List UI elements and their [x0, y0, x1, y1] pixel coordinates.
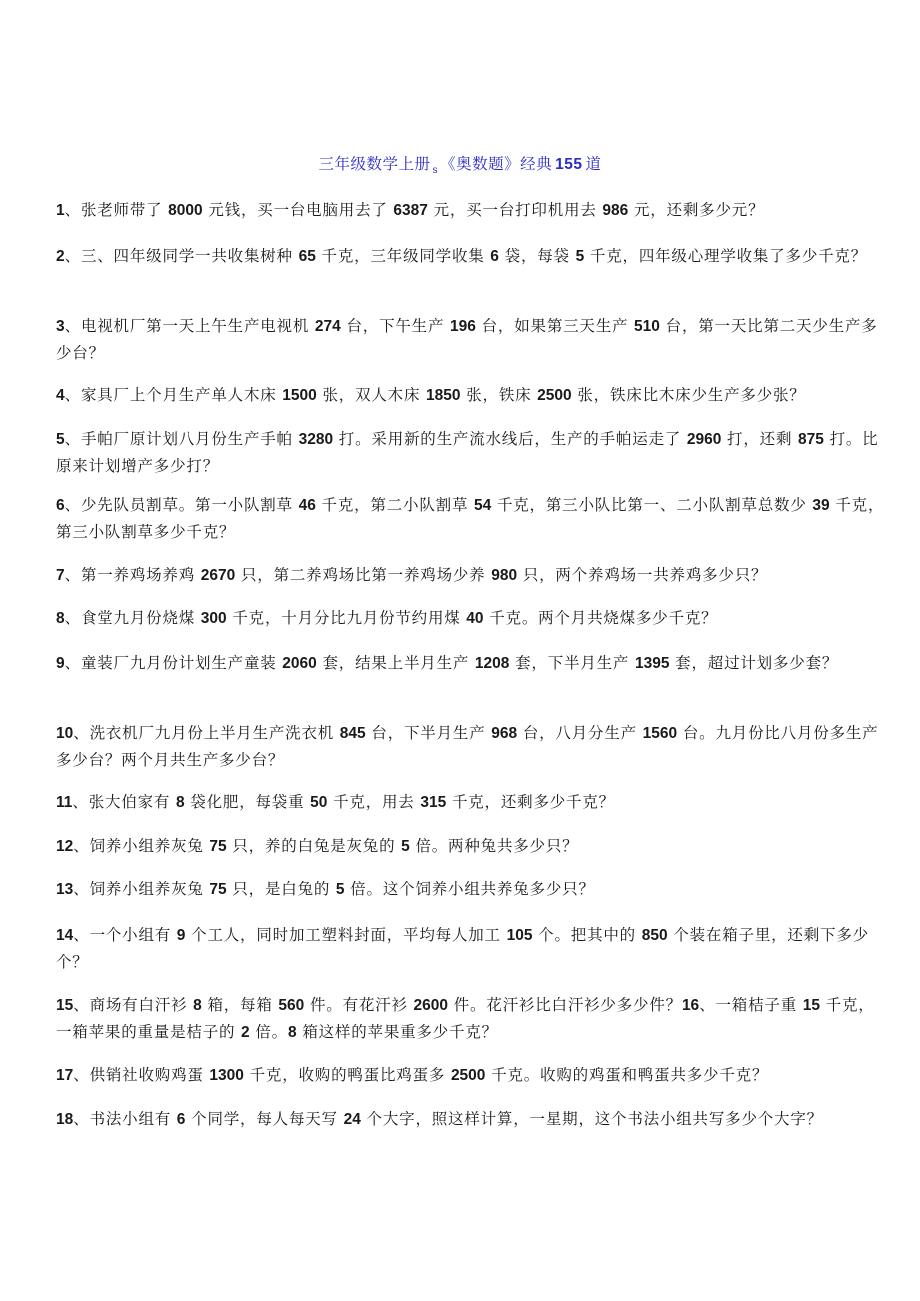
question-separator: 、	[73, 880, 90, 898]
question-number: 3	[56, 318, 65, 335]
question-number: 7	[56, 567, 65, 584]
question-number-value: 54	[473, 497, 492, 514]
question-number: 6	[56, 497, 65, 514]
question-number-value: 196	[450, 318, 476, 335]
question-number: 1	[56, 202, 65, 219]
question-text: 台，下半月生产	[365, 724, 492, 742]
question-item	[56, 492, 886, 545]
question-number: 9	[56, 655, 65, 672]
question-number-value: 510	[634, 318, 660, 335]
question-number-value: 2060	[282, 655, 317, 672]
question-text: 千克。两个月共烧煤多少千克？	[483, 609, 718, 627]
question-text: 第一养鸡场养鸡	[80, 566, 201, 584]
question-separator: 、	[64, 247, 81, 265]
question-item	[56, 789, 886, 816]
question-text: 套，结果上半月生产	[316, 654, 475, 672]
question-number-value: 50	[310, 794, 328, 811]
question-text: 、一箱桔子重	[699, 996, 803, 1014]
question-number-value: 8	[175, 794, 185, 811]
question-text: 洗衣机厂九月份上半月生产洗衣机	[89, 724, 340, 742]
question-number-value: 8	[287, 1024, 297, 1041]
question-number: 12	[56, 838, 74, 855]
question-number-value: 2500	[450, 1067, 486, 1084]
question-item	[56, 833, 886, 860]
question-text: 饲养小组养灰兔	[89, 880, 210, 898]
question-item	[56, 605, 886, 632]
question-number-value: 968	[491, 725, 518, 742]
question-number-value: 6387	[393, 202, 428, 219]
question-text: 袋化肥，每袋重	[184, 793, 311, 811]
question-number-value: 8000	[168, 202, 203, 219]
question-text: 张大伯家有	[88, 793, 176, 811]
question-item	[56, 876, 886, 903]
question-text: 个同学，每人每天写	[185, 1110, 344, 1128]
question-number: 18	[56, 1111, 74, 1128]
question-text: 一个小组有	[89, 926, 177, 944]
question-number: 17	[56, 1067, 74, 1084]
question-text: 箱这样的苹果重多少千克？	[296, 1023, 498, 1041]
question-text: 台。九月份比八月份多生产多少台？两个月共生产多少台？	[56, 724, 879, 769]
question-number-value: 315	[420, 794, 447, 811]
question-text: 饲养小组养灰兔	[89, 837, 210, 855]
question-text: 倍。两种兔共多少只？	[409, 837, 579, 855]
question-text: 个大字，照这样计算，一星期，这个书法小组共写多少个大字？	[360, 1110, 823, 1128]
question-text: 只，养的白兔是灰兔的	[226, 837, 402, 855]
question-text: 千克，第三小队比第一、二小队割草总数少	[491, 496, 813, 514]
question-number: 8	[56, 610, 65, 627]
question-text: 千克，用去	[327, 793, 421, 811]
question-text: 张老师带了	[80, 201, 169, 219]
question-number-value: 24	[343, 1111, 361, 1128]
question-text: 台，如果第三天生产	[475, 317, 635, 335]
question-separator: 、	[73, 837, 90, 855]
question-item	[56, 650, 886, 677]
question-separator: 、	[64, 386, 81, 404]
question-number: 10	[56, 725, 74, 742]
question-text: 千克，四年级心理学收集了多少千克？	[584, 247, 868, 265]
title-suffix: 道	[585, 155, 602, 173]
question-number-value: 6	[490, 248, 499, 265]
question-number-value: 274	[314, 318, 341, 335]
question-text: 童装厂九月份计划生产童装	[80, 654, 283, 672]
question-text: 张，铁床比木床少生产多少张？	[571, 386, 806, 404]
question-number-value: 5	[575, 248, 585, 265]
question-text: 张，双人木床	[316, 386, 427, 404]
question-text: 套，下半月生产	[509, 654, 635, 672]
question-text: 只，是白兔的	[226, 880, 336, 898]
question-item	[56, 313, 886, 366]
question-number-value: 75	[209, 838, 227, 855]
question-item	[56, 426, 886, 479]
question-separator: 、	[64, 317, 81, 335]
question-text: 台，第一天比第二天少生产多少台？	[56, 317, 878, 362]
question-number-value: 850	[641, 927, 668, 944]
question-text: 个装在箱子里，还剩下多少个？	[56, 926, 869, 971]
question-number-value: 5	[401, 838, 410, 855]
question-separator: 、	[64, 201, 81, 219]
question-separator: 、	[73, 1066, 90, 1084]
question-text: 元，还剩多少元？	[628, 201, 765, 219]
question-text: 商场有白汗衫	[89, 996, 194, 1014]
title-sep: s	[432, 165, 439, 176]
question-number-value: 39	[812, 497, 830, 514]
question-text: 书法小组有	[89, 1110, 177, 1128]
question-number-value: 980	[491, 567, 518, 584]
question-number: 2	[56, 248, 65, 265]
question-number-value: 75	[209, 881, 227, 898]
question-number-value: 2600	[413, 997, 448, 1014]
title-count: 155	[555, 156, 583, 173]
question-text: 张，铁床	[460, 386, 538, 404]
question-text: 件。花汗衫比白汗衫少多少件？	[448, 996, 682, 1014]
question-separator: 、	[64, 609, 81, 627]
question-text: 只，第二养鸡场比第一养鸡场少养	[235, 566, 492, 584]
question-text: 千克，第三小队割草多少千克？	[56, 496, 885, 541]
question-text: 千克，十月分比九月份节约用煤	[226, 609, 467, 627]
question-number-value: 1395	[634, 655, 670, 672]
question-separator: 、	[72, 793, 89, 811]
question-number-value: 875	[797, 431, 824, 448]
question-item	[56, 992, 886, 1046]
question-text: 打，还剩	[721, 430, 798, 448]
question-separator: 、	[73, 1110, 90, 1128]
question-text: 只，两个养鸡场一共养鸡多少只？	[517, 566, 768, 584]
question-text: 千克，一箱苹果的重量是桔子的	[56, 996, 875, 1041]
question-number-value: 105	[506, 927, 533, 944]
question-text: 食堂九月份烧煤	[80, 609, 201, 627]
question-item	[56, 382, 886, 409]
question-number-value: 1300	[209, 1067, 244, 1084]
question-separator: 、	[64, 654, 81, 672]
question-text: 倍。这个饲养小组共养兔多少只？	[344, 880, 595, 898]
question-separator: 、	[73, 996, 90, 1014]
question-number: 14	[56, 927, 74, 944]
question-text: 千克。收购的鸡蛋和鸭蛋共多少千克？	[485, 1066, 769, 1084]
question-number-value: 560	[278, 997, 305, 1014]
question-item	[56, 720, 886, 773]
question-number: 15	[56, 997, 74, 1014]
question-number-value: 845	[339, 725, 366, 742]
question-number-value: 1560	[642, 725, 678, 742]
question-text: 元，买一台打印机用去	[427, 201, 603, 219]
question-item	[56, 1062, 886, 1089]
question-number-value: 15	[802, 997, 820, 1014]
question-number-value: 986	[602, 202, 629, 219]
question-text: 打。比原来计划增产多少打？	[56, 430, 879, 475]
question-text: 少先队员割草。第一小队割草	[80, 496, 299, 514]
question-number-value: 46	[298, 497, 316, 514]
question-number-value: 2	[241, 1024, 250, 1041]
question-number-value: 1850	[426, 387, 461, 404]
question-number-value: 40	[466, 610, 484, 627]
question-text: 件。有花汗衫	[304, 996, 414, 1014]
question-number-value: 2960	[686, 431, 722, 448]
title-middle: 《奥数题》经典	[440, 155, 553, 173]
question-text: 千克，三年级同学收集	[315, 247, 491, 265]
question-text: 箱，每箱	[201, 996, 279, 1014]
question-number: 4	[56, 387, 65, 404]
question-text: 千克，还剩多少千克？	[446, 793, 615, 811]
question-item	[56, 197, 886, 224]
question-separator: 、	[73, 724, 90, 742]
question-separator: 、	[73, 926, 90, 944]
question-number-value: 9	[176, 927, 186, 944]
question-number-value: 5	[335, 881, 345, 898]
question-text: 台，下午生产	[340, 317, 451, 335]
question-text: 千克，第二小队割草	[315, 496, 474, 514]
question-text: 三、四年级同学一共收集树种	[80, 247, 299, 265]
title-prefix: 三年级数学上册	[318, 155, 431, 173]
question-text: 手帕厂原计划八月份生产手帕	[80, 430, 299, 448]
question-text: 家具厂上个月生产单人木床	[80, 386, 283, 404]
question-number-value: 65	[298, 248, 316, 265]
question-number-value: 2670	[200, 567, 236, 584]
question-item	[56, 922, 886, 975]
question-text: 打。采用新的生产流水线后，生产的手帕运走了	[333, 430, 687, 448]
question-number: 11	[56, 794, 73, 811]
question-number-value: 1500	[282, 387, 317, 404]
question-text: 倍。	[249, 1023, 288, 1041]
question-separator: 、	[64, 430, 81, 448]
document-title	[0, 152, 920, 176]
question-number-value: 2500	[537, 387, 572, 404]
question-text: 袋，每袋	[498, 247, 576, 265]
question-item	[56, 1106, 886, 1133]
question-text: 电视机厂第一天上午生产电视机	[80, 317, 315, 335]
question-text: 供销社收购鸡蛋	[89, 1066, 210, 1084]
question-text: 个工人，同时加工塑料封面，平均每人加工	[185, 926, 507, 944]
question-number: 13	[56, 881, 74, 898]
question-number-value: 300	[200, 610, 227, 627]
question-item	[56, 243, 886, 270]
question-text: 个。把其中的	[532, 926, 642, 944]
question-number-value: 16	[681, 997, 700, 1014]
question-number: 5	[56, 431, 65, 448]
question-separator: 、	[64, 566, 81, 584]
question-number-value: 8	[193, 997, 202, 1014]
question-number-value: 6	[176, 1111, 186, 1128]
question-text: 套，超过计划多少套？	[669, 654, 839, 672]
question-text: 千克，收购的鸭蛋比鸡蛋多	[243, 1066, 451, 1084]
question-text: 元钱，买一台电脑用去了	[202, 201, 394, 219]
question-separator: 、	[64, 496, 81, 514]
question-number-value: 1208	[474, 655, 510, 672]
question-number-value: 3280	[298, 431, 334, 448]
question-item	[56, 562, 886, 589]
question-text: 台，八月分生产	[517, 724, 643, 742]
